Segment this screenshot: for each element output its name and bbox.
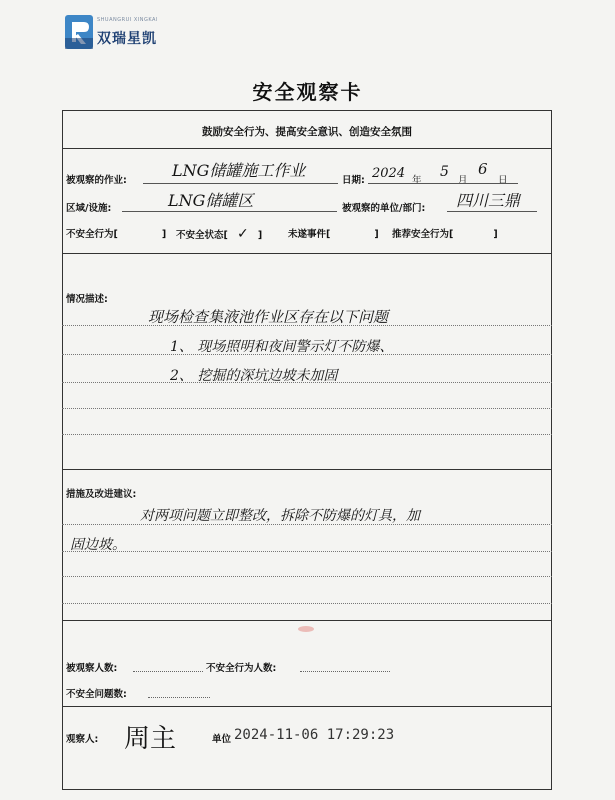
divider-slogan <box>62 148 552 149</box>
logo-small-text: SHUANGRUI XINGKAI <box>97 17 158 23</box>
area-value: LNG储罐区 <box>168 191 254 210</box>
bracket-close: ] <box>257 230 263 241</box>
unit-value: 四川三鼎 <box>456 191 521 210</box>
unsafe-state-checkbox[interactable] <box>176 226 262 242</box>
situation-rule-3 <box>62 382 552 383</box>
unit-underline <box>447 211 537 212</box>
situation-line-1: 现场检查集液池作业区存在以下问题 <box>148 308 389 326</box>
measures-rule-3 <box>62 576 552 577</box>
unsafe-count-label: 不安全行为人数: <box>206 663 277 674</box>
observed-count-label: 被观察人数: <box>66 663 118 674</box>
card-frame <box>62 110 552 790</box>
unsafe-issues-label: 不安全问题数: <box>66 689 127 700</box>
bracket-open: [ <box>113 229 118 240</box>
observer-unit-label: 单位 <box>212 734 232 745</box>
timestamp-overlay: 2024-11-06 17:29:23 <box>234 727 395 743</box>
unsafe-state-checkmark: ✓ <box>236 226 249 242</box>
divider-fields <box>62 253 552 254</box>
unsafe-issues-line[interactable] <box>148 697 210 698</box>
divider-measures <box>62 620 552 621</box>
bracket-open: [ <box>326 229 331 240</box>
unsafe-state-label: 不安全状态 <box>176 230 224 241</box>
bracket-close: ] <box>161 229 167 240</box>
logo-brand-text: 双瑞星凯 <box>97 31 157 47</box>
unit-label: 被观察的单位/部门: <box>342 203 426 214</box>
situation-line-2: 1、 现场照明和夜间警示灯不防爆、 <box>170 339 394 355</box>
measures-label: 措施及改进建议: <box>66 489 137 500</box>
unsafe-count-line[interactable] <box>300 671 390 672</box>
situation-rule-1 <box>62 325 552 326</box>
situation-rule-4 <box>62 408 552 409</box>
date-underline <box>368 183 518 184</box>
date-label: 日期: <box>342 175 365 186</box>
observed-count-line[interactable] <box>133 671 203 672</box>
date-day-value: 6 <box>478 160 488 178</box>
near-miss-label: 未遂事件 <box>288 229 327 240</box>
page-title: 安全观察卡 <box>252 80 363 104</box>
measures-rule-1 <box>62 524 552 525</box>
company-logo <box>64 14 164 50</box>
observer-label: 观察人: <box>66 734 99 745</box>
measures-rule-4 <box>62 603 552 604</box>
unsafe-behavior-label: 不安全行为 <box>66 229 114 240</box>
date-month-suffix: 月 <box>458 175 468 186</box>
recommended-checkbox[interactable] <box>392 226 498 240</box>
date-day-suffix: 日 <box>498 175 508 186</box>
ink-smudge <box>298 626 314 632</box>
bracket-open: [ <box>449 229 454 240</box>
area-underline <box>122 211 337 212</box>
bracket-close: ] <box>493 229 498 240</box>
measures-line-1: 对两项问题立即整改，拆除不防爆的灯具，加 <box>140 508 420 524</box>
divider-situation <box>62 469 552 470</box>
slogan: 鼓励安全行为、提高安全意识、创造安全氛围 <box>202 126 412 138</box>
observed-work-label: 被观察的作业: <box>66 175 127 186</box>
observer-signature: 周主 <box>124 724 177 754</box>
date-year-suffix: 年 <box>412 175 422 186</box>
date-month-value: 5 <box>440 164 449 180</box>
divider-footer <box>62 706 552 707</box>
situation-rule-5 <box>62 434 552 435</box>
recommended-label: 推荐安全行为 <box>392 229 450 240</box>
area-label: 区域/设施: <box>66 203 112 214</box>
date-year-value: 2024 <box>372 166 406 181</box>
observed-work-value: LNG储罐施工作业 <box>172 161 306 180</box>
near-miss-checkbox[interactable] <box>288 226 379 240</box>
unsafe-behavior-checkbox[interactable] <box>66 226 166 240</box>
situation-label: 情况描述: <box>66 294 108 305</box>
logo-mark-icon <box>64 14 94 50</box>
observed-work-underline <box>143 183 338 184</box>
measures-line-2: 固边坡。 <box>70 537 126 553</box>
bracket-close: ] <box>374 229 379 240</box>
bracket-open: [ <box>223 230 228 241</box>
situation-line-3: 2、 挖掘的深坑边坡未加固 <box>170 368 338 384</box>
situation-rule-2 <box>62 354 552 355</box>
measures-rule-2 <box>62 551 552 552</box>
